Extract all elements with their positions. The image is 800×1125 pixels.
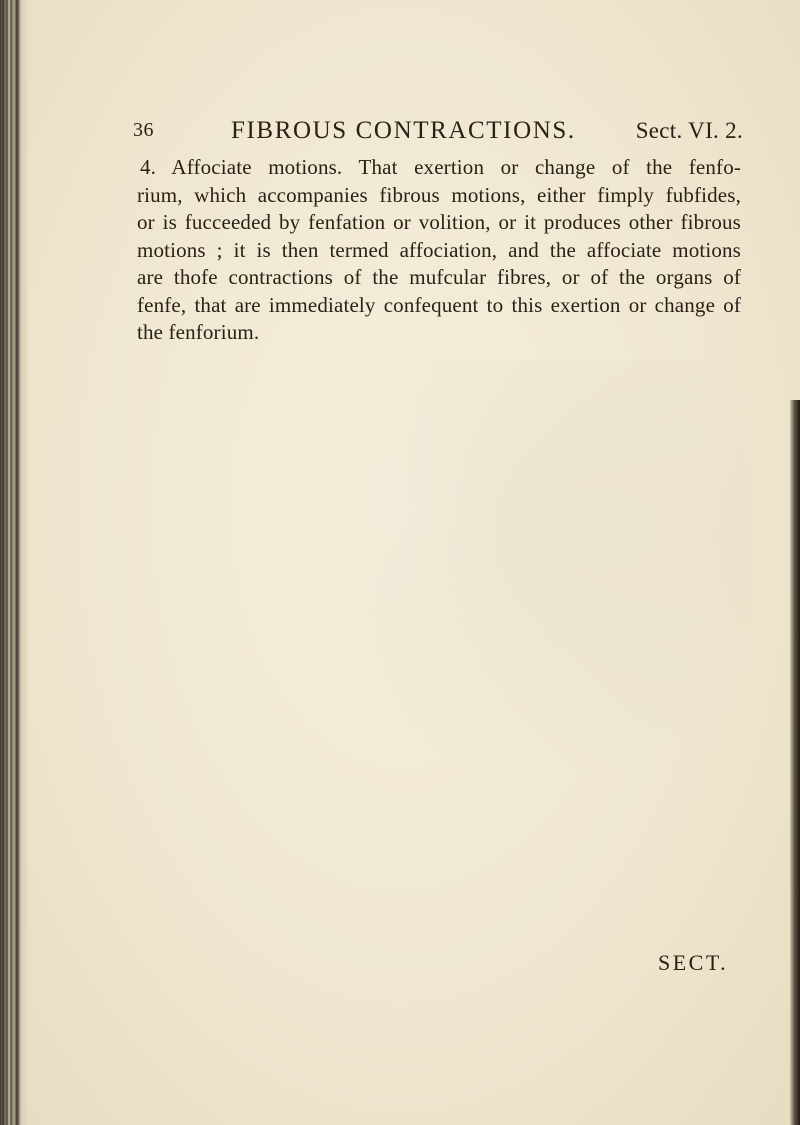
section-reference: Sect. VI. 2.: [635, 118, 743, 143]
text-line: the fenforium.: [137, 320, 260, 344]
show-through-shadow: [250, 360, 750, 780]
text-line: 4. Affociate motions. That exertion or change of the fenfo-: [140, 155, 741, 179]
text-line: fenfe, that are immediately confequent to this exertion or change of: [137, 292, 741, 317]
text-line: rium, which accompanies fibrous motions, either fimply fubfides,: [137, 182, 741, 207]
text-line: or is fucceeded by fenfation or volition, or it produces other fibrous: [137, 210, 741, 234]
page-edge: [790, 400, 800, 1125]
running-head-title: FIBROUS CONTRACTIONS.: [231, 117, 576, 144]
catchword: SECT.: [658, 950, 729, 975]
text-line: are thofe contractions of the mufcular fibres, or of the organs of: [137, 265, 741, 289]
page-gutter: [0, 0, 28, 1125]
running-header: [133, 117, 743, 147]
text-line: motions ; it is then termed affociation, and the affociate motions: [137, 237, 741, 262]
paragraph-associate-motions: [137, 154, 741, 347]
page-number: 36: [133, 119, 154, 141]
